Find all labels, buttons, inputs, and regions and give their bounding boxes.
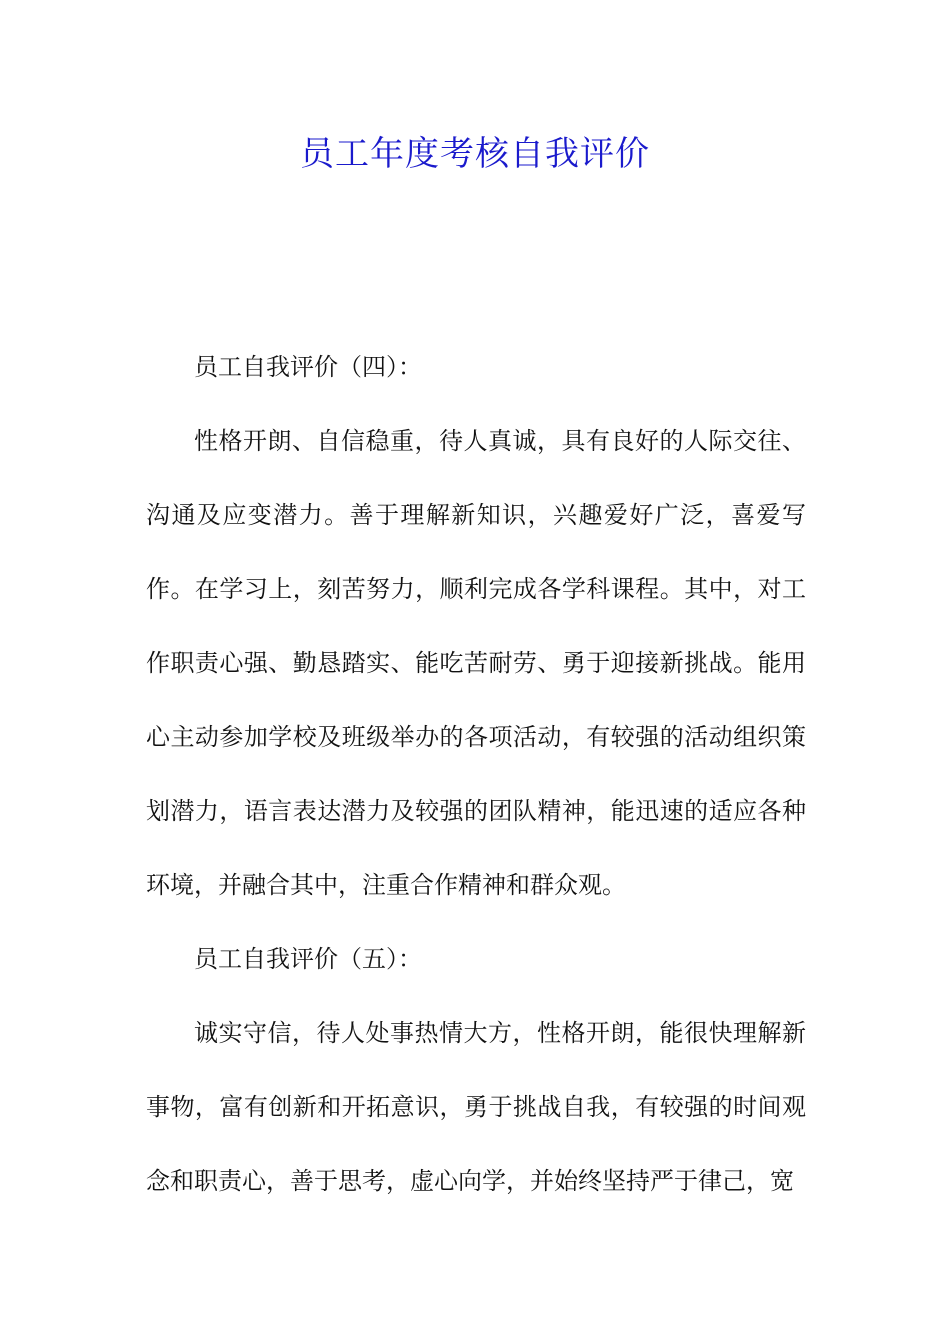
paragraph-evaluation-four: 性格开朗、自信稳重，待人真诚，具有良好的人际交往、沟通及应变潜力。善于理解新知识，兴趣爱好广泛，喜爱写作。在学习上，刻苦努力，顺利完成各学科课程。其中，对工作职责心强、勤恳踏实、能吃苦耐劳、勇于迎接新挑战。能用心主动参加学校及班级举办的各项活动，有较强的活动组织策划潜力，语言表达潜力及较强的团队精神，能迅速的适应各种环境，并融合其中，注重合作精神和群众观。 (146, 427, 806, 899)
document-title: 员工年度考核自我评价 (300, 134, 650, 174)
paragraph-evaluation-five: 诚实守信，待人处事热情大方，性格开朗，能很快理解新事物，富有创新和开拓意识，勇于挑战自我，有较强的时间观念和职责心，善于思考，虚心向学，并始终坚持严于律己，宽 (146, 1019, 806, 1195)
document-body (146, 330, 806, 1218)
section-heading-five: 员工自我评价（五）： (194, 945, 422, 973)
section-heading-four: 员工自我评价（四）： (194, 353, 422, 381)
